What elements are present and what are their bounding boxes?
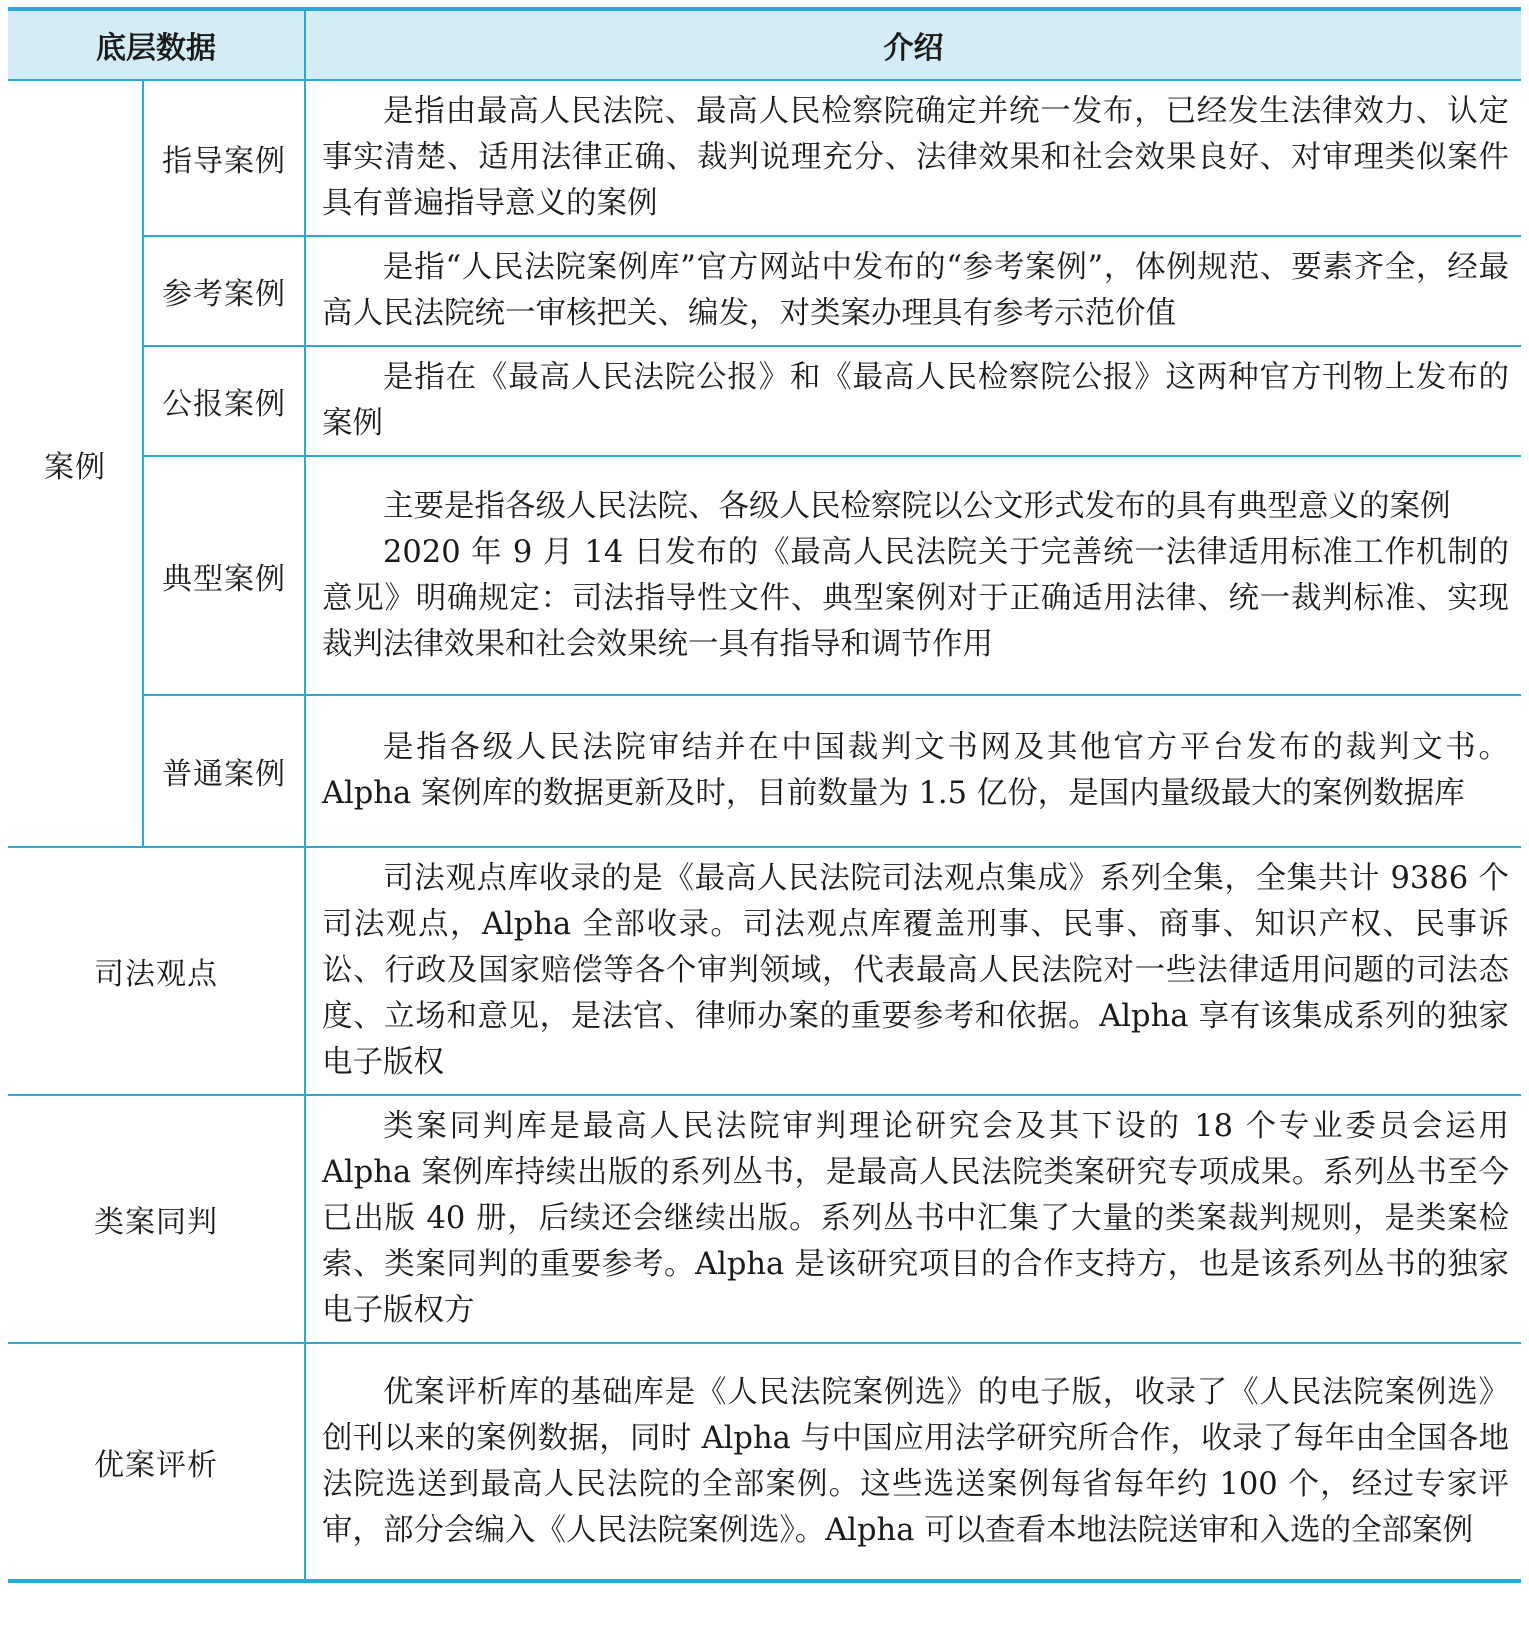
header-col-intro: 介绍 bbox=[305, 9, 1521, 80]
subcategory-name: 指导案例 bbox=[143, 80, 305, 236]
subcategory-name: 普通案例 bbox=[143, 695, 305, 847]
table-row-excellent-cases bbox=[8, 1343, 1521, 1581]
table-header-row bbox=[8, 9, 1521, 80]
description-paragraph: 类案同判库是最高人民法院审判理论研究会及其下设的 18 个专业委员会运用 Alpha 案例库持续出版的系列丛书，是最高人民法院类案研究专项成果。系列丛书至今已出版 40 册，后续还会继续出版。系列丛书中汇集了大量的类案裁判规则，是类案检索、类案同判的重要参考。Alpha 是该研究项目的合作支持方，也是该系列丛书的独家电子版权方 bbox=[322, 1109, 1509, 1328]
description-paragraph: 是指由最高人民法院、最高人民检察院确定并统一发布，已经发生法律效力、认定事实清楚、适用法律正确、裁判说理充分、法律效果和社会效果良好、对审理类似案件具有普遍指导意义的案例 bbox=[322, 94, 1509, 221]
table-row-ordinary bbox=[8, 695, 1521, 847]
description-paragraph: 主要是指各级人民法院、各级人民检察院以公文形式发布的具有典型意义的案例 bbox=[383, 488, 1451, 524]
description-paragraph: 优案评析库的基础库是《人民法院案例选》的电子版，收录了《人民法院案例选》创刊以来的案例数据，同时 Alpha 与中国应用法学研究所合作，收录了每年由全国各地法院选送到最高人民法院的全部案例。这些选送案例每省每年约 100 个，经过专家评审，部分会编入《人民法院案例选》。Alpha 可以查看本地法院送审和入选的全部案例 bbox=[322, 1374, 1509, 1548]
description-paragraph: 是指各级人民法院审结并在中国裁判文书网及其他官方平台发布的裁判文书。Alpha 案例库的数据更新及时，目前数量为 1.5 亿份，是国内量级最大的案例数据库 bbox=[322, 730, 1509, 811]
category-name: 类案同判 bbox=[8, 1095, 305, 1343]
subcategory-name: 参考案例 bbox=[143, 236, 305, 346]
description-cell bbox=[305, 695, 1521, 847]
table-row-gazette bbox=[8, 346, 1521, 456]
category-name: 优案评析 bbox=[8, 1343, 305, 1581]
description-cell bbox=[305, 1095, 1521, 1343]
description-cell bbox=[305, 456, 1521, 695]
table-row-guiding bbox=[8, 80, 1521, 236]
description-cell bbox=[305, 1343, 1521, 1581]
description-paragraph: 司法观点库收录的是《最高人民法院司法观点集成》系列全集，全集共计 9386 个司法观点，Alpha 全部收录。司法观点库覆盖刑事、民事、商事、知识产权、民事诉讼、行政及国家赔偿等各个审判领域，代表最高人民法院对一些法律适用问题的司法态度、立场和意见，是法官、律师办案的重要参考和依据。Alpha 享有该集成系列的独家电子版权 bbox=[322, 861, 1509, 1080]
description-cell bbox=[305, 847, 1521, 1095]
description-paragraph: 是指在《最高人民法院公报》和《最高人民检察院公报》这两种官方刊物上发布的案例 bbox=[322, 360, 1509, 441]
description-cell bbox=[305, 346, 1521, 456]
subcategory-name: 公报案例 bbox=[143, 346, 305, 456]
table-row-reference bbox=[8, 236, 1521, 346]
table-row-typical bbox=[8, 456, 1521, 695]
table-row-judicial-views bbox=[8, 847, 1521, 1095]
category-cases: 案例 bbox=[8, 80, 143, 847]
description-cell bbox=[305, 236, 1521, 346]
description-paragraph: 是指“人民法院案例库”官方网站中发布的“参考案例”，体例规范、要素齐全，经最高人民法院统一审核把关、编发，对类案办理具有参考示范价值 bbox=[322, 250, 1509, 331]
description-paragraph: 2020 年 9 月 14 日发布的《最高人民法院关于完善统一法律适用标准工作机制的意见》明确规定：司法指导性文件、典型案例对于正确适用法律、统一裁判标准、实现裁判法律效果和社会效果统一具有指导和调节作用 bbox=[322, 534, 1509, 662]
header-col-data: 底层数据 bbox=[8, 9, 305, 80]
data-source-table bbox=[8, 7, 1521, 1583]
category-name: 司法观点 bbox=[8, 847, 305, 1095]
subcategory-name: 典型案例 bbox=[143, 456, 305, 695]
description-cell bbox=[305, 80, 1521, 236]
table-row-similar-cases bbox=[8, 1095, 1521, 1343]
